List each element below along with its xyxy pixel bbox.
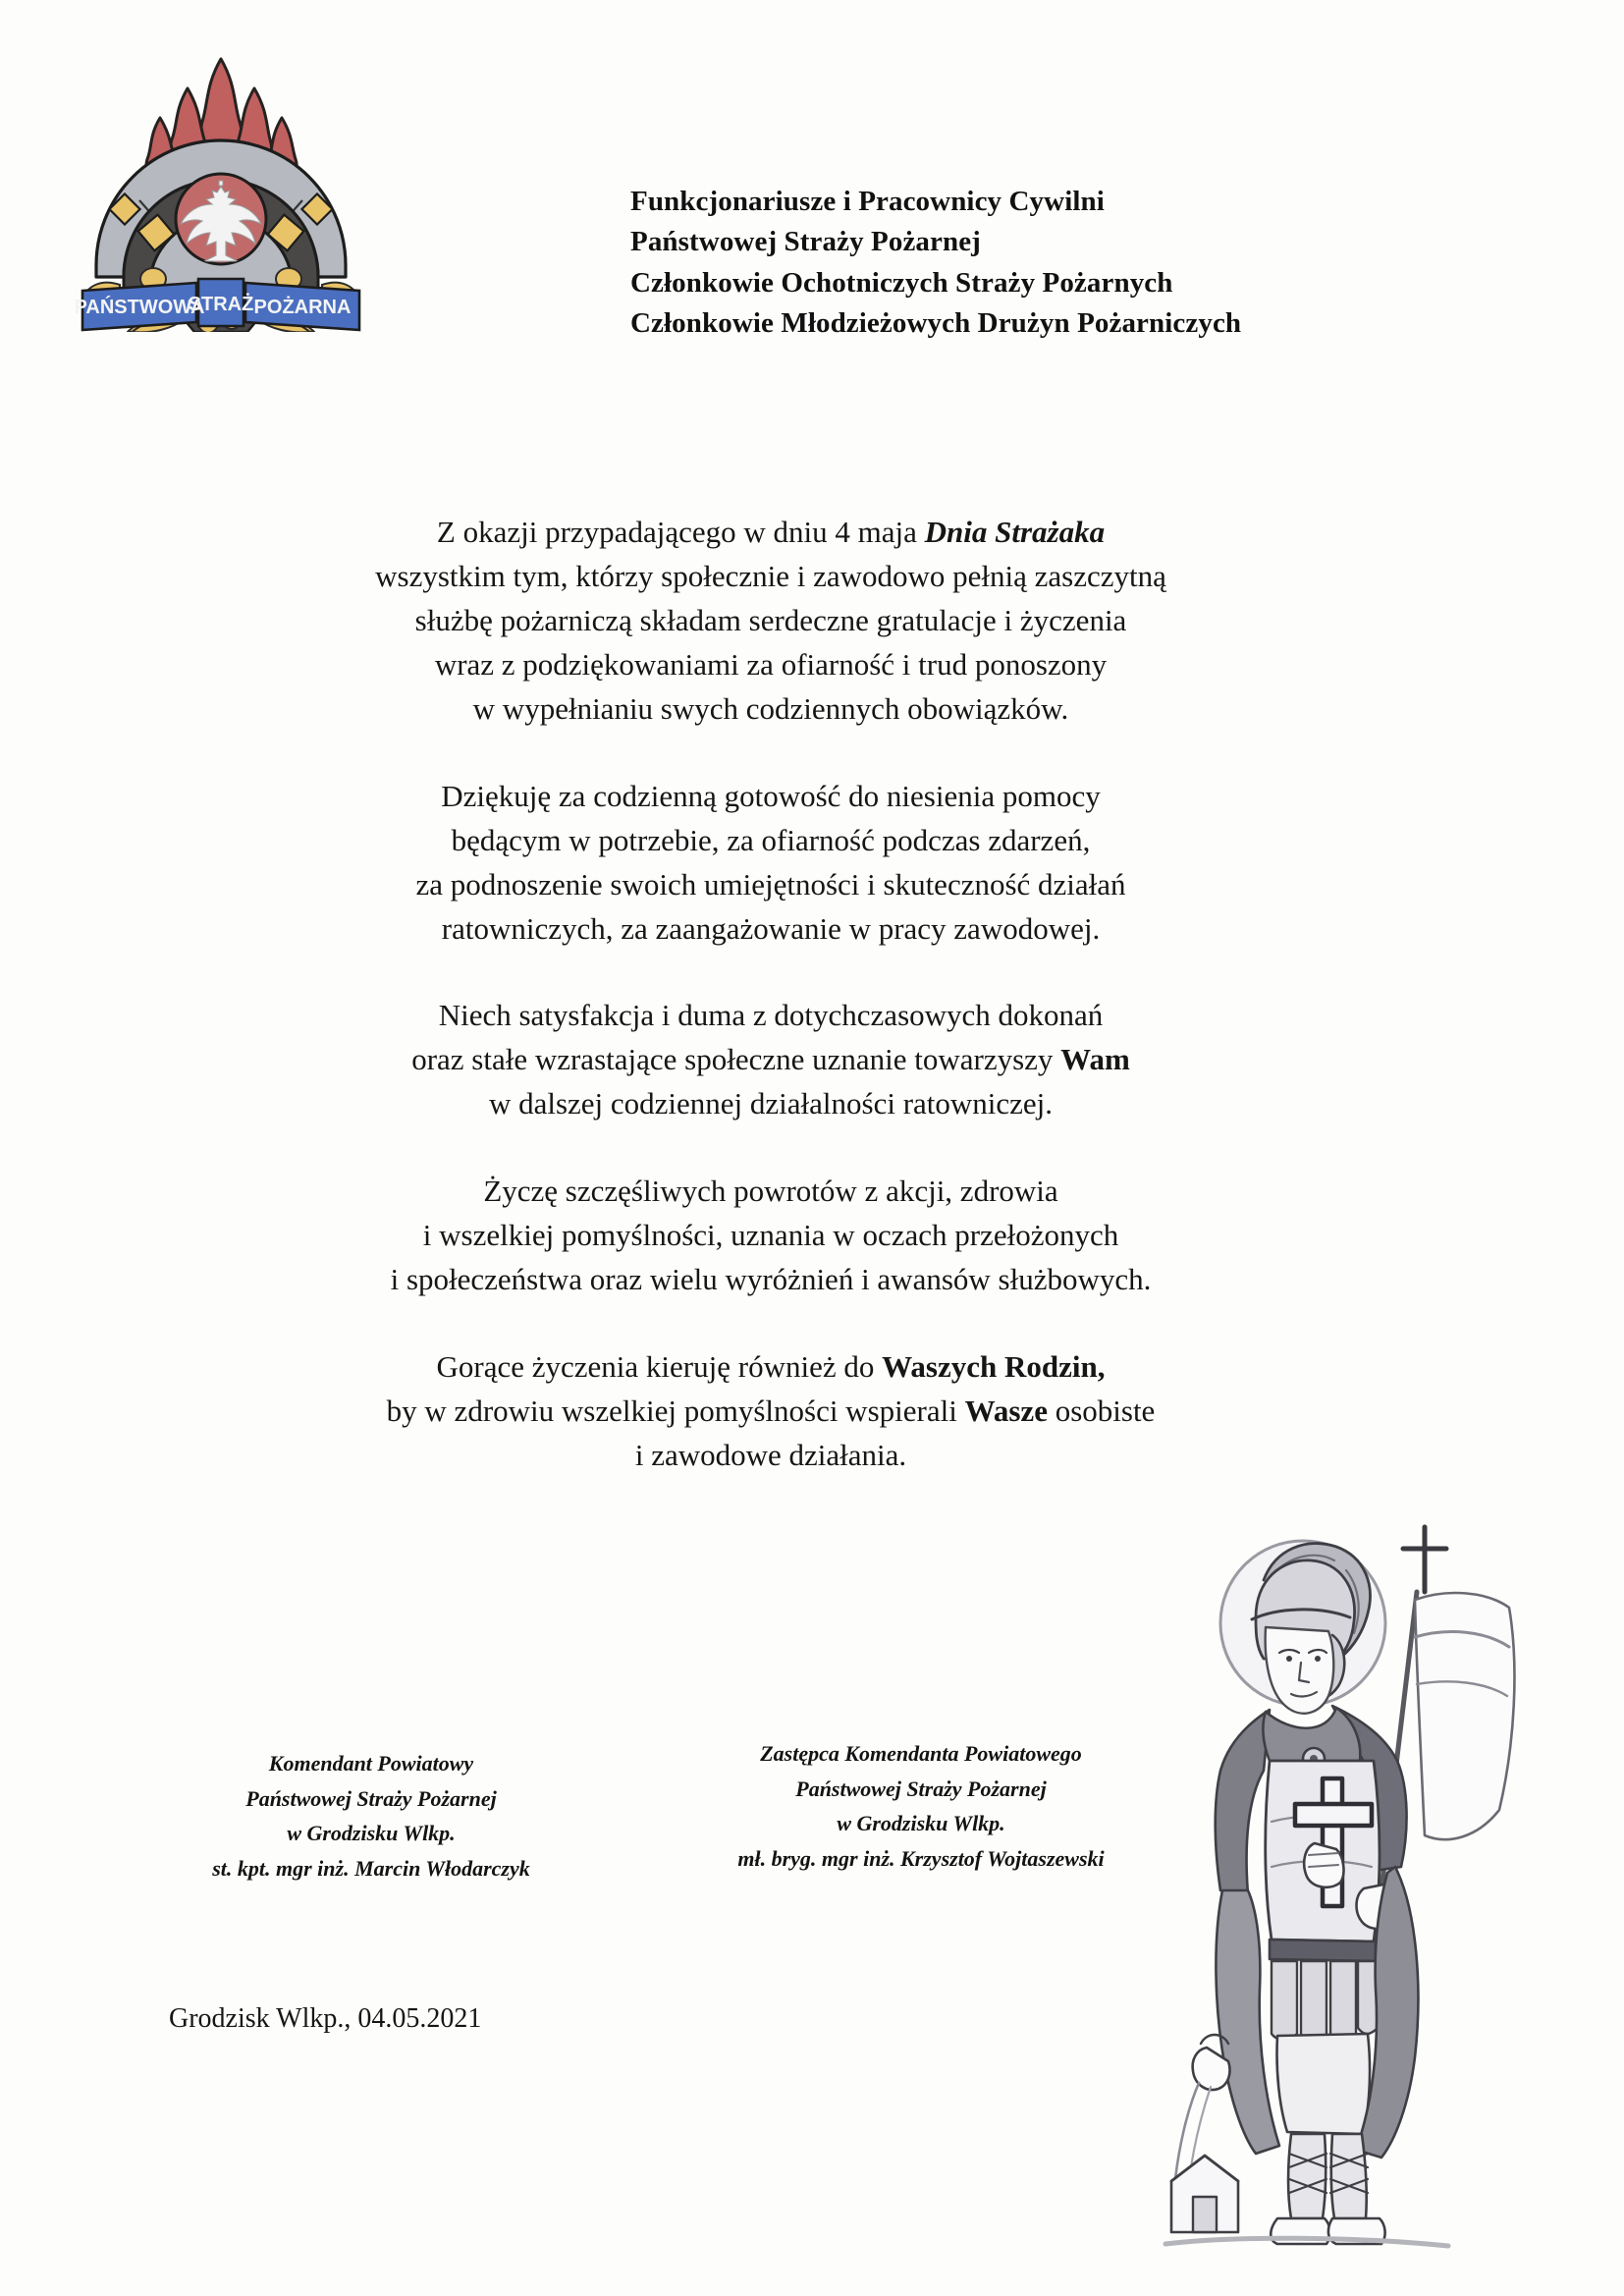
paragraph-line: by w zdrowiu wszelkiej pomyślności wspierali Wasze osobiste xyxy=(386,1394,1156,1428)
signature-line: st. kpt. mgr inż. Marcin Włodarczyk xyxy=(212,1855,530,1881)
paragraph-line: Życzę szczęśliwych powrotów z akcji, zdrowia xyxy=(483,1174,1058,1209)
signature-line: Państwowej Straży Pożarnej xyxy=(245,1785,497,1811)
place-and-date: Grodzisk Wlkp., 04.05.2021 xyxy=(169,2003,482,2034)
paragraph-line: Gorące życzenia kieruję również do Waszych Rodzin, xyxy=(436,1349,1106,1385)
signature-line: w Grodzisku Wlkp. xyxy=(837,1811,1005,1836)
addressee-block xyxy=(630,182,1475,345)
addressee-line: Członkowie Ochotniczych Straży Pożarnych xyxy=(630,266,1173,299)
panstwowa-straz-pozarna-emblem xyxy=(59,37,383,332)
strong-text: Wam xyxy=(1060,1042,1130,1077)
saint-florian-drawing xyxy=(1154,1498,1605,2273)
paragraph-line: Dziękuję za codzienną gotowość do niesienia pomocy xyxy=(441,778,1101,813)
paragraph-2 xyxy=(187,775,1355,952)
paragraph-line: służbę pożarniczą składam serdeczne gratulacje i życzenia xyxy=(414,602,1127,637)
emblem-banner-center: STRAŻ xyxy=(188,294,254,315)
paragraph-line: i zawodowe działania. xyxy=(634,1437,907,1472)
paragraph-line: za podnoszenie swoich umiejętności i skuteczność działań xyxy=(415,866,1126,902)
signature-line: Państwowej Straży Pożarnej xyxy=(795,1776,1047,1801)
signature-line: Komendant Powiatowy xyxy=(268,1751,474,1776)
addressee-line: Funkcjonariusze i Pracownicy Cywilni xyxy=(630,186,1105,217)
signature-line: w Grodzisku Wlkp. xyxy=(287,1821,456,1846)
strong-text: Waszych Rodzin, xyxy=(882,1349,1106,1385)
paragraph-line: Z okazji przypadającego w dniu 4 maja Dnia Strażaka xyxy=(436,515,1106,549)
signature-line: Zastępca Komendanta Powiatowego xyxy=(760,1741,1082,1766)
paragraph-line: ratowniczych, za zaangażowanie w pracy zawodowej. xyxy=(441,910,1101,946)
paragraph-1 xyxy=(187,511,1355,732)
paragraph-line: Niech satysfakcja i duma z dotychczasowych dokonań xyxy=(438,998,1104,1033)
letter-body xyxy=(187,511,1355,1478)
paragraph-line: i wszelkiej pomyślności, uznania w oczach przełożonych xyxy=(422,1218,1119,1253)
addressee-line: Państwowej Straży Pożarnej xyxy=(630,226,981,258)
paragraph-line: w dalszej codziennej działalności ratowniczej. xyxy=(488,1086,1054,1121)
signature-komendant-powiatowy xyxy=(116,1746,626,1886)
paragraph-3 xyxy=(187,994,1355,1126)
paragraph-5 xyxy=(187,1345,1355,1478)
paragraph-line: wraz z podziękowaniami za ofiarność i trud ponoszony xyxy=(434,646,1108,682)
emblem-banner-left: PAŃSTWOWA xyxy=(74,297,205,318)
emphasis-text: Dnia Strażaka xyxy=(924,515,1106,549)
signature-line: mł. bryg. mgr inż. Krzysztof Wojtaszewski xyxy=(737,1845,1105,1871)
signature-zastepca-komendanta xyxy=(636,1736,1206,1877)
paragraph-4 xyxy=(187,1170,1355,1302)
paragraph-line: oraz stałe wzrastające społeczne uznanie towarzyszy Wam xyxy=(411,1042,1130,1077)
paragraph-line: i społeczeństwa oraz wielu wyróżnień i awansów służbowych. xyxy=(390,1262,1152,1297)
strong-text: Wasze xyxy=(964,1394,1048,1428)
addressee-line: Członkowie Młodzieżowych Drużyn Pożarniczych xyxy=(630,307,1242,340)
paragraph-line: w wypełnianiu swych codziennych obowiązków. xyxy=(472,690,1069,726)
emblem-banner-right: POŻARNA xyxy=(253,297,352,318)
paragraph-line: wszystkim tym, którzy społecznie i zawodowo pełnią zaszczytną xyxy=(375,558,1166,593)
paragraph-line: będącym w potrzebie, za ofiarność podczas zdarzeń, xyxy=(451,822,1091,857)
